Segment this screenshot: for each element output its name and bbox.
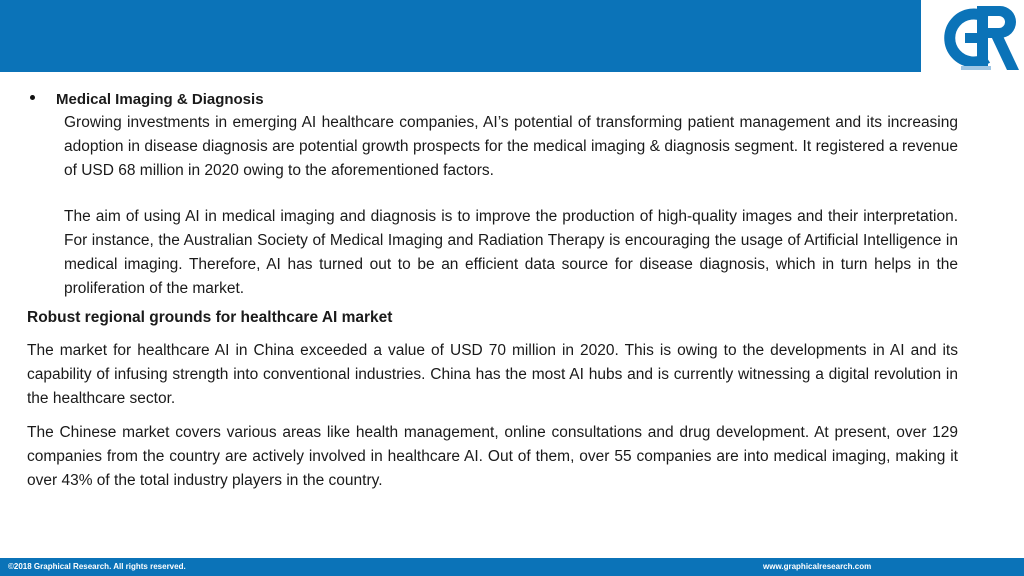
bullet-body <box>27 111 958 301</box>
header-bar <box>0 0 1024 72</box>
paragraph-chinese-areas: The Chinese market covers various areas like health management, online consultations and drug development. At present, over 129 companies from the country are actively involved in healthcare AI. Out of them, over 55 companies are into medical imaging, making it over 43% of the total industry players in the country. <box>27 424 958 489</box>
footer-bar <box>0 558 1024 576</box>
paragraph-aim: The aim of using AI in medical imaging and diagnosis is to improve the production of high-quality images and their interpretation. For instance, the Australian Society of Medical Imaging and Radiation Therapy is encouraging the usage of Artificial Intelligence in medical imaging. Therefore, AI has turned out to be an efficient data source for disease diagnosis, which in turn helps in the proliferation of the market. <box>64 208 958 297</box>
paragraph-investments: Growing investments in emerging AI healthcare companies, AI’s potential of transforming patient management and its increasing adoption in disease diagnosis are potential growth prospects for the medical imaging & diagnosis segment. It registered a revenue of USD 68 million in 2020 owing to the aforementioned factors. <box>64 114 958 179</box>
main-content <box>27 89 958 493</box>
logo <box>921 0 1024 75</box>
bullet-medical-imaging <box>27 89 958 111</box>
paragraph-china-market: The market for healthcare AI in China exceeded a value of USD 70 million in 2020. This is owing to the developments in AI and its capability of infusing strength into conventional industries. China has the most AI hubs and is currently witnessing a digital revolution in the healthcare sector. <box>27 342 958 407</box>
footer-website-link[interactable]: www.graphicalresearch.com <box>763 562 872 571</box>
gr-logo-icon <box>921 0 1024 75</box>
footer-copyright: ©2018 Graphical Research. All rights reserved. <box>8 562 186 571</box>
bullet-icon <box>30 95 35 100</box>
bullet-title: Medical Imaging & Diagnosis <box>56 91 264 108</box>
section-heading: Robust regional grounds for healthcare AI market <box>27 309 393 326</box>
